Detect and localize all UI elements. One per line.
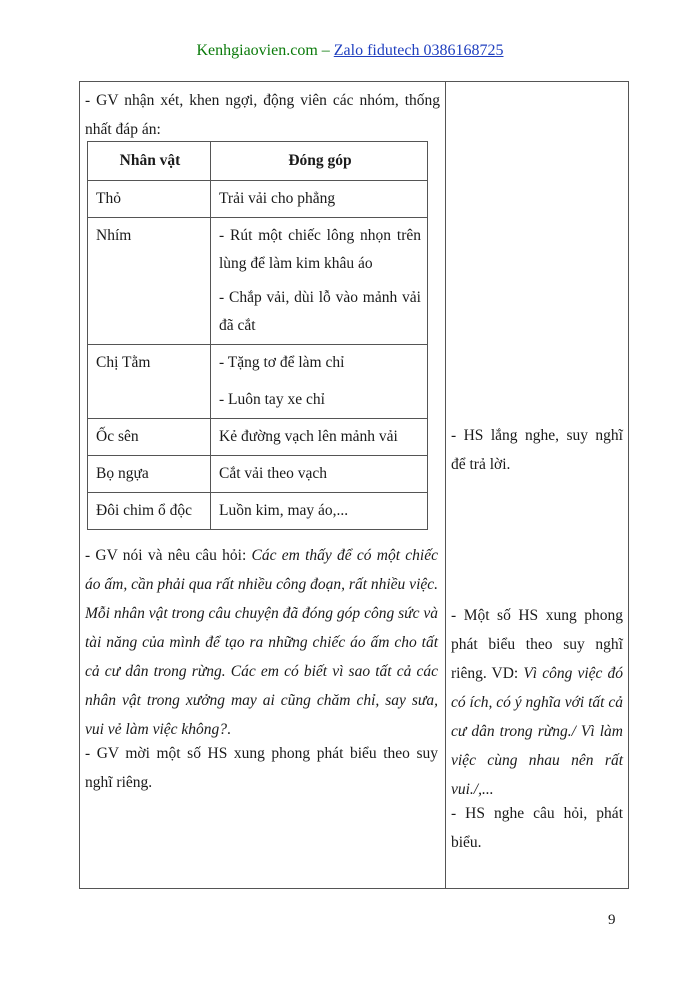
left-intro [85,86,440,144]
character-cell: Ốc sên [88,419,211,456]
character-cell: Đôi chim ổ độc [88,493,211,530]
listen-text: - HS lắng nghe, suy nghĩ để trả lời. [451,427,623,473]
column-divider [445,81,446,889]
question-end: . [227,721,231,738]
contribution-cell [211,345,428,419]
contribution-cell [211,493,428,530]
contribution-line: Kẻ đường vạch lên mảnh vải [219,428,398,445]
header-character: Nhân vật [88,142,211,181]
page-header [0,42,700,60]
page-number: 9 [608,912,616,928]
table-row [88,181,428,218]
contribution-line: Luồn kim, may áo,... [219,502,349,519]
hs-answer [451,799,623,857]
contribution-line: Cắt vải theo vạch [219,465,328,482]
contribution-cell [211,181,428,218]
contribution-line: - Rút một chiếc lông nhọn trên lùng để làm kim khâu áo [219,227,421,272]
question-text: Các em thấy để có một chiếc áo ấm, cần phải qua rất nhiều công đoạn, rất nhiều việc. Mỗi nhân vật trong câu chuyện đã đóng góp công sức và tài năng của mình để tạo ra những chiếc áo ấm cho tất cả cư dân trong rừng. Các em có biết vì sao tất cả các nhân vật trong xưởng may ai cũng chăm chỉ, say sưa, vui vẻ làm việc không? [85,547,439,738]
zalo-contact-link[interactable]: Zalo fidutech 0386168725 [333,42,504,59]
character-cell: Nhím [88,218,211,345]
character-cell: Chị Tằm [88,345,211,419]
contribution-line: Trải vải cho phẳng [219,190,336,207]
answer-table-header [88,142,428,181]
answer-text: - HS nghe câu hỏi, phát biểu. [451,805,623,851]
contribution-line: - Tặng tơ để làm chỉ [219,354,345,371]
question-lead: - GV nói và nêu câu hỏi: [85,547,252,564]
invite-text: - GV mời một số HS xung phong phát biểu theo suy nghĩ riêng. [85,745,438,791]
character-cell: Thỏ [88,181,211,218]
table-row [88,493,428,530]
contribution-cell [211,456,428,493]
gv-question [85,541,438,744]
contribution-line: - Chắp vải, dùi lỗ vào mảnh vải đã cắt [219,289,421,334]
hs-listen [451,421,623,479]
table-row [88,456,428,493]
contribution-cell [211,419,428,456]
answer-table [87,141,428,530]
header-contribution: Đóng góp [211,142,428,181]
site-name[interactable]: Kenhgiaovien.com [196,42,318,59]
character-cell: Bọ ngựa [88,456,211,493]
table-row [88,218,428,345]
contribution-line: - Luôn tay xe chỉ [219,391,325,408]
contribution-cell [211,218,428,345]
gv-feedback-text: - GV nhận xét, khen ngợi, động viên các nhóm, thống nhất đáp án: [85,92,440,138]
gv-invite [85,739,438,797]
volunteer-example: Vì công việc đó có ích, có ý nghĩa với tất cả cư dân trong rừng./ Vì làm việc cùng nhau nên rất vui./,... [451,665,623,798]
table-row [88,345,428,419]
table-row [88,419,428,456]
header-separator: – [317,42,334,59]
volunteer-lead: - Một số HS xung phong phát biểu theo suy nghĩ riêng. VD: [451,607,623,682]
hs-volunteer [451,601,623,804]
